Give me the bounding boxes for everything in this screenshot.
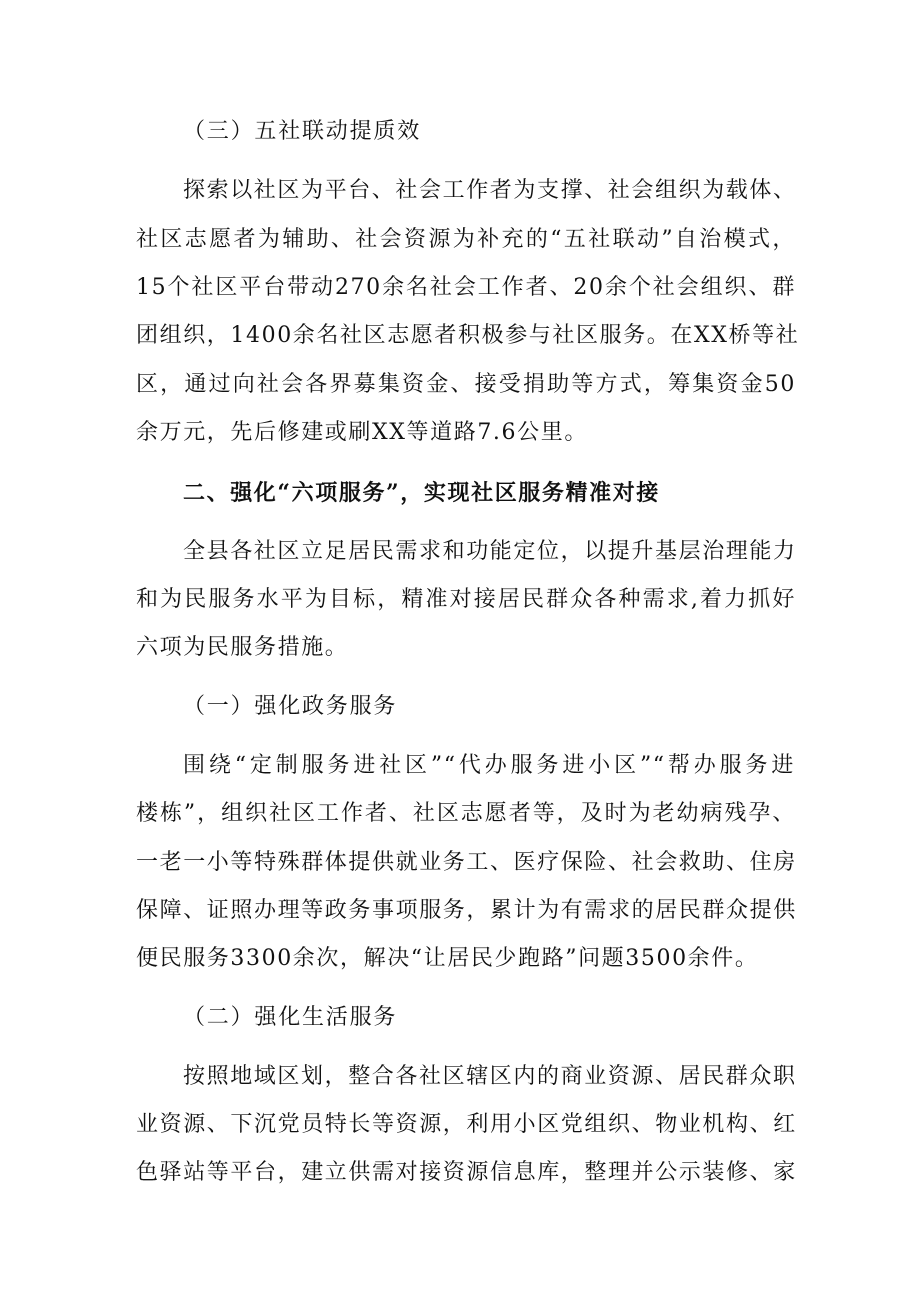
paragraph-line: 色驿站等平台，建立供需对接资源信息库，整理并公示装修、家: [136, 1160, 797, 1185]
paragraph-line: 保障、证照办理等政务事项服务，累计为有需求的居民群众提供: [136, 898, 797, 923]
paragraph-line: 区，通过向社会各界募集资金、接受捐助等方式，筹集资金50: [136, 372, 796, 397]
paragraph-line: 社区志愿者为辅助、社会资源为补充的“五社联动”自治模式，: [136, 227, 796, 252]
paragraph-line: 业资源、下沉党员特长等资源，利用小区党组织、物业机构、红: [136, 1112, 797, 1137]
paragraph-line: 围绕“定制服务进社区”“代办服务进小区”“帮办服务进: [183, 753, 795, 778]
paragraph-line: 一老一小等特殊群体提供就业务工、医疗保险、社会救助、住房: [136, 850, 797, 875]
paragraph-line: 按照地域区划，整合各社区辖区内的商业资源、居民群众职: [183, 1064, 797, 1089]
paragraph-line: 15个社区平台带动270余名社会工作者、20余个社会组织、群: [136, 275, 796, 300]
paragraph-line: 全县各社区立足居民需求和功能定位，以提升基层治理能力: [183, 539, 797, 564]
paragraph-line: 探索以社区为平台、社会工作者为支撑、社会组织为载体、: [183, 178, 797, 203]
part-heading-six-services: 二、强化“六项服务”，实现社区服务精准对接: [183, 480, 660, 506]
paragraph-line: 便民服务3300余次，解决“让居民少跑路”问题3500余件。: [136, 946, 759, 971]
section-heading-wushe: （三）五社联动提质效: [183, 119, 422, 144]
paragraph-line: 团组织，1400余名社区志愿者积极参与社区服务。在XX桥等社: [136, 323, 800, 348]
subsection-heading-government-services: （一）强化政务服务: [183, 694, 398, 719]
subsection-heading-life-services: （二）强化生活服务: [183, 1005, 398, 1030]
paragraph-line: 六项为民服务措施。: [136, 635, 349, 660]
paragraph-line: 和为民服务水平为目标，精准对接居民群众各种需求,着力抓好: [136, 587, 796, 612]
paragraph-line: 楼栋”，组织社区工作者、社区志愿者等，及时为老幼病残孕、: [136, 801, 796, 826]
paragraph-line: 余万元，先后修建或刷XX等道路7.6公里。: [136, 420, 588, 445]
